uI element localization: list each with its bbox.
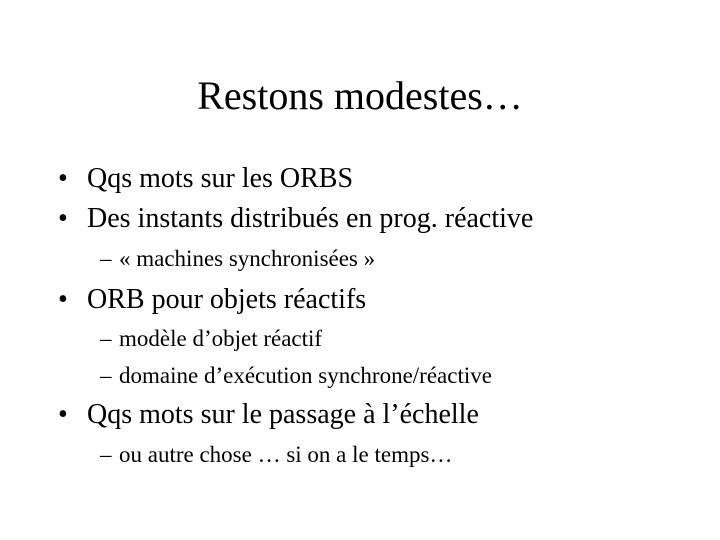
sub-item	[100, 440, 660, 470]
sub-item-text: modèle d’objet réactif	[119, 326, 323, 351]
sub-item-text: ou autre chose … si on a le temps…	[119, 442, 453, 467]
bullet-text: ORB pour objets réactifs	[87, 284, 367, 315]
sub-item	[100, 324, 660, 354]
sub-item	[100, 244, 660, 274]
sub-item-text: domaine d’exécution synchrone/réactive	[119, 363, 492, 388]
dash-glyph: –	[100, 363, 112, 388]
bullet-item	[58, 201, 658, 237]
sub-item	[100, 361, 660, 391]
bullet-text: Qqs mots sur les ORBS	[87, 163, 354, 194]
dash-glyph: –	[100, 442, 112, 467]
bullet-glyph: •	[58, 163, 68, 194]
bullet-glyph: •	[58, 399, 68, 430]
bullet-item	[58, 161, 658, 197]
bullet-text: Qqs mots sur le passage à l’échelle	[87, 399, 479, 430]
dash-glyph: –	[100, 246, 112, 271]
slide-title: Restons modestes…	[197, 73, 523, 118]
bullet-glyph: •	[58, 284, 68, 315]
bullet-item	[58, 397, 658, 433]
dash-glyph: –	[100, 326, 112, 351]
bullet-glyph: •	[58, 203, 68, 234]
sub-item-text: « machines synchronisées »	[119, 246, 376, 271]
bullet-item	[58, 282, 658, 318]
bullet-text: Des instants distribués en prog. réactive	[87, 203, 534, 234]
